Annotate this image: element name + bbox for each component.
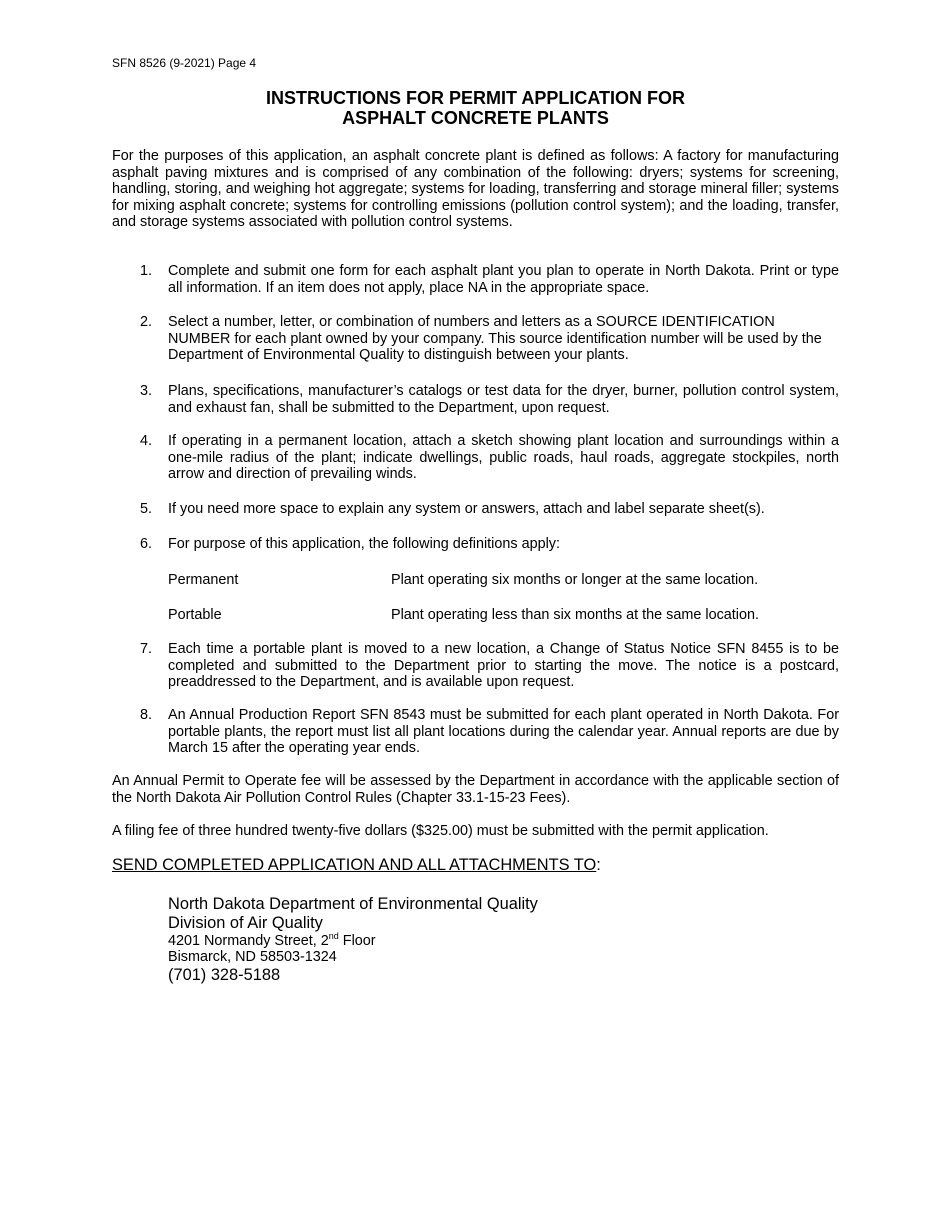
- send-heading-text: SEND COMPLETED APPLICATION AND ALL ATTACHMENTS TO: [112, 856, 597, 874]
- item-number: 1.: [140, 263, 153, 279]
- item-number: 3.: [140, 383, 153, 399]
- form-header: SFN 8526 (9-2021) Page 4: [112, 56, 257, 70]
- definition-term: Portable: [168, 607, 222, 623]
- address-phone: (701) 328-5188: [168, 965, 281, 984]
- item-text: For purpose of this application, the following definitions apply:: [168, 536, 560, 552]
- street-text: 4201 Normandy Street, 2: [168, 933, 329, 949]
- title-line-2: ASPHALT CONCRETE PLANTS: [342, 108, 609, 128]
- definition-text: Plant operating less than six months at the same location.: [391, 607, 759, 623]
- address-line-street: [168, 933, 538, 949]
- address-line-department: North Dakota Department of Environmental Quality: [168, 895, 538, 913]
- send-heading-colon: :: [596, 856, 601, 874]
- item-text: If you need more space to explain any system or answers, attach and label separate sheet(s).: [168, 501, 765, 517]
- item-text: Select a number, letter, or combination of numbers and letters as a SOURCE IDENTIFICATION NUMBER for each plant owned by your company. This source identification number will be used by the Department of Environmental Quality to distinguish between your plants.: [168, 314, 822, 364]
- item-number: 6.: [140, 536, 153, 552]
- item-text: Each time a portable plant is moved to a new location, a Change of Status Notice SFN 8455 is to be completed and submitted to the Department prior to starting the move. The notice is a postcard, preaddressed to the Department, and is available upon request.: [168, 641, 839, 691]
- definition-term: Permanent: [168, 572, 239, 588]
- item-text: Plans, specifications, manufacturer’s catalogs or test data for the dryer, burner, pollution control system, and exhaust fan, shall be submitted to the Department, upon request.: [168, 383, 839, 416]
- item-text: If operating in a permanent location, attach a sketch showing plant location and surroundings within a one-mile radius of the plant; indicate dwellings, public roads, haul roads, aggregate stockpiles, north arrow and direction of prevailing winds.: [168, 433, 839, 483]
- definition-text: Plant operating six months or longer at the same location.: [391, 572, 759, 588]
- annual-fee-paragraph: An Annual Permit to Operate fee will be assessed by the Department in accordance with the applicable section of the North Dakota Air Pollution Control Rules (Chapter 33.1-15-23 Fees).: [112, 773, 839, 806]
- ordinal-suffix: nd: [328, 931, 339, 942]
- mailing-address: [168, 895, 538, 985]
- address-line-city: Bismarck, ND 58503-1324: [168, 949, 337, 966]
- item-number: 5.: [140, 501, 153, 517]
- address-line-division: Division of Air Quality: [168, 914, 323, 932]
- document-title: [112, 88, 839, 128]
- item-number: 4.: [140, 433, 153, 449]
- item-text: Complete and submit one form for each asphalt plant you plan to operate in North Dakota. Print or type all information. If an item does not apply, place NA in the appropriate space.: [168, 263, 839, 296]
- item-number: 8.: [140, 707, 153, 723]
- item-number: 2.: [140, 314, 153, 330]
- floor-text: Floor: [338, 933, 376, 949]
- item-text: An Annual Production Report SFN 8543 must be submitted for each plant operated in North Dakota. For portable plants, the report must list all plant locations during the calendar year. Annual reports are due by March 15 after the operating year ends.: [168, 707, 839, 757]
- intro-paragraph: For the purposes of this application, an asphalt concrete plant is defined as follows: A factory for manufacturing asphalt paving mixtures and is comprised of any combination of the following: dryers; systems for screening, handling, storing, and weighing hot aggregate; systems for loading, transferring and storage mineral filler; systems for mixing asphalt concrete; systems for controlling emissions (pollution control system); and the loading, transfer, and storage systems associated with pollution control systems.: [112, 148, 839, 231]
- item-number: 7.: [140, 641, 153, 657]
- title-line-1: INSTRUCTIONS FOR PERMIT APPLICATION FOR: [266, 88, 685, 108]
- send-heading: [112, 856, 601, 875]
- filing-fee-paragraph: A filing fee of three hundred twenty-five dollars ($325.00) must be submitted with the permit application.: [112, 823, 769, 839]
